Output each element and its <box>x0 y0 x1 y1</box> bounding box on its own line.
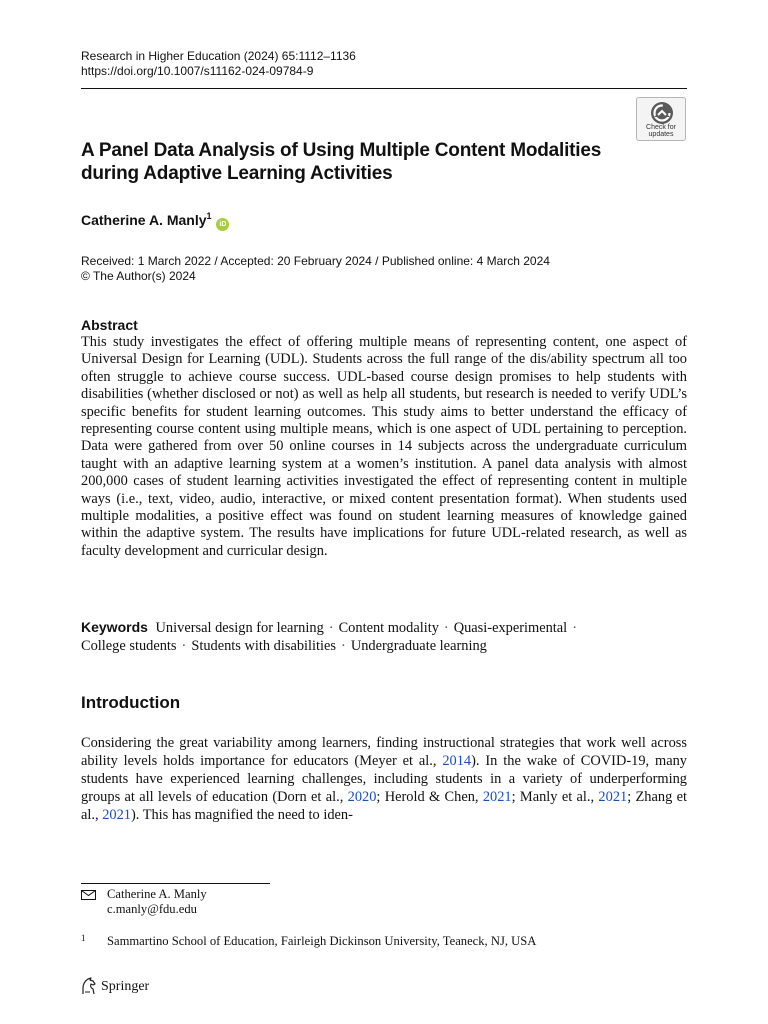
keyword-item: Students with disabilities <box>191 638 337 654</box>
abstract-heading: Abstract <box>81 317 138 333</box>
springer-horse-icon <box>80 977 97 995</box>
intro-text-run: ). In the wake of COVID-19, many students have experienced learning challenges, including students in a variety of underperforming groups at all levels of education (Dorn et al., <box>81 753 687 805</box>
footnote-divider <box>81 883 270 884</box>
citation-link[interactable]: 2020 <box>347 789 377 805</box>
author-affil-mark: 1 <box>206 211 212 221</box>
introduction-paragraph <box>81 734 687 824</box>
affiliation-footnote <box>81 931 536 949</box>
keyword-item: Universal design for learning <box>155 620 324 636</box>
author-line <box>81 207 229 231</box>
citation-link[interactable]: 2014 <box>442 753 472 769</box>
contact-name: Catherine A. Manly <box>107 887 207 901</box>
check-for-updates-badge[interactable] <box>636 97 686 141</box>
keyword-item: College students <box>81 638 177 654</box>
doi-link[interactable]: https://doi.org/10.1007/s11162-024-09784-9 <box>81 64 314 78</box>
citation-link[interactable]: 2021 <box>102 807 131 823</box>
intro-text-run: ; Manly et al., <box>511 789 599 805</box>
publisher-name: Springer <box>101 979 150 994</box>
keyword-separator: · <box>181 638 187 654</box>
envelope-icon <box>81 890 96 900</box>
abstract-body: This study investigates the effect of offering multiple means of representing content, one aspect of Universal Design for Learning (UDL). Students across the full range of the dis/ability spectrum all too often struggle to achieve course success. UDL-based course design promises to help students with disabilities (whether disclosed or not) as well as help all students, but research is needed to verify UDL’s specific benefits for student learning outcomes. This study aims to better understand the efficacy of representing course content using multiple means, which is one aspect of UDL pertaining to perception. Data were gathered from over 50 online courses in 14 subjects across the undergraduate curriculum taught with an adaptive learning system at a women’s institution. A panel data analysis with almost 200,000 cases of student learning activities investigated the effect of representing content in multiple ways (i.e., text, video, audio, interactive, or mixed content presentation format). When students used multiple modalities, a positive effect was found on student learning measures of knowledge gained within the adaptive system. The results have implications for future UDL-related research, as well as faculty development and curricular design. <box>81 334 687 559</box>
contact-email[interactable]: c.manly@fdu.edu <box>107 902 197 916</box>
keywords-label: Keywords <box>81 619 148 635</box>
intro-text-run: ; Zhang et al., <box>81 789 687 823</box>
keywords-block <box>81 618 687 655</box>
citation-link[interactable]: 2021 <box>598 789 628 805</box>
copyright-line: © The Author(s) 2024 <box>81 269 196 283</box>
keyword-separator: · <box>341 638 346 654</box>
affiliation-number: 1 <box>81 933 86 943</box>
publication-history: Received: 1 March 2022 / Accepted: 20 February 2024 / Published online: 4 March 2024 <box>81 254 550 268</box>
citation-link[interactable]: 2021 <box>482 789 512 805</box>
intro-text-run: ). This has magnified the need to iden- <box>130 807 353 823</box>
keyword-separator: · <box>572 620 577 636</box>
keyword-item: Content modality <box>338 620 439 636</box>
intro-text-run: Considering the great variability among learners, finding instructional strategies that work well across ability levels holds importance for educators (Meyer et al., <box>81 735 687 769</box>
check-for-updates-icon <box>650 101 674 125</box>
introduction-heading: Introduction <box>81 693 181 712</box>
orcid-icon[interactable]: iD <box>216 218 229 231</box>
keyword-item: Undergraduate learning <box>350 638 487 654</box>
affiliation-text: Sammartino School of Education, Fairleigh Dickinson University, Teaneck, NJ, USA <box>107 934 537 948</box>
journal-header <box>81 49 356 79</box>
keyword-item: Quasi-experimental <box>453 620 568 636</box>
keyword-separator: · <box>328 620 334 636</box>
intro-text-run: ; Herold & Chen, <box>376 789 483 805</box>
journal-citation: Research in Higher Education (2024) 65:1112–1136 <box>81 49 356 63</box>
paper-title: A Panel Data Analysis of Using Multiple Content Modalities during Adaptive Learning Activities <box>81 140 602 184</box>
publication-dates <box>81 254 550 284</box>
header-divider <box>81 88 687 89</box>
check-for-updates-label: Check for updates <box>646 124 676 138</box>
author-name[interactable]: Catherine A. Manly <box>81 212 207 228</box>
keyword-separator: · <box>443 620 449 636</box>
